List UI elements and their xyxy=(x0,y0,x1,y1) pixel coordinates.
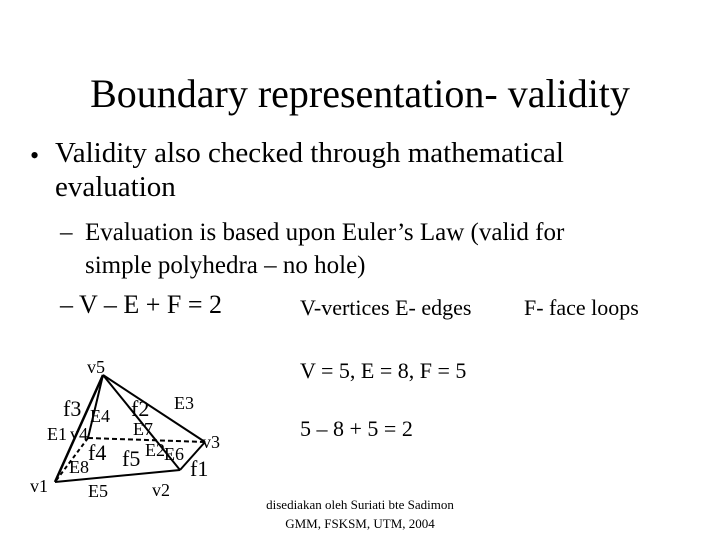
face-f4-label: f4 xyxy=(88,440,107,465)
slide-title: Boundary representation- validity xyxy=(90,71,630,116)
sub-bullet-text-line-2: simple polyhedra – no hole) xyxy=(85,252,366,279)
edge-e7-label: E7 xyxy=(133,419,153,439)
bullet-marker: • xyxy=(30,141,40,170)
counts-text: V = 5, E = 8, F = 5 xyxy=(300,358,467,383)
vertex-v1-label: v1 xyxy=(30,476,48,496)
edge-e5-label: E5 xyxy=(88,481,108,501)
face-f2-label: f2 xyxy=(131,396,150,421)
edge-e1-label: E1 xyxy=(47,424,67,444)
sub-bullet-text-line-1: Evaluation is based upon Euler’s Law (valid for xyxy=(85,219,565,246)
edge-e3-label: E3 xyxy=(174,393,194,413)
bullet-text-line-1: Validity also checked through mathematical xyxy=(55,137,564,169)
vertex-v3-label: v3 xyxy=(202,432,220,452)
edge-e6-label: E6 xyxy=(164,444,184,464)
edge-e2-label: E2 xyxy=(145,440,165,460)
edge-e4-label: E4 xyxy=(90,406,110,426)
face-f3-label: f3 xyxy=(63,396,82,421)
vertex-v4-label: v4 xyxy=(70,424,88,444)
vertex-v5-label: v5 xyxy=(87,357,105,377)
legend-face-loops: F- face loops xyxy=(524,295,639,320)
calculation-text: 5 – 8 + 5 = 2 xyxy=(300,416,413,441)
face-f5-label: f5 xyxy=(122,446,141,471)
legend-vertices-edges: V-vertices E- edges xyxy=(300,295,472,320)
euler-formula: – V – E + F = 2 xyxy=(60,290,223,319)
credit-line-2: GMM, FSKSM, UTM, 2004 xyxy=(285,516,435,531)
sub-bullet-dash: – xyxy=(60,219,73,246)
bullet-text-line-2: evaluation xyxy=(55,171,176,203)
credit-line-1: disediakan oleh Suriati bte Sadimon xyxy=(266,497,454,512)
edge-e8-label: E8 xyxy=(69,457,89,477)
face-f1-label: f1 xyxy=(190,456,209,481)
vertex-v2-label: v2 xyxy=(152,480,170,500)
